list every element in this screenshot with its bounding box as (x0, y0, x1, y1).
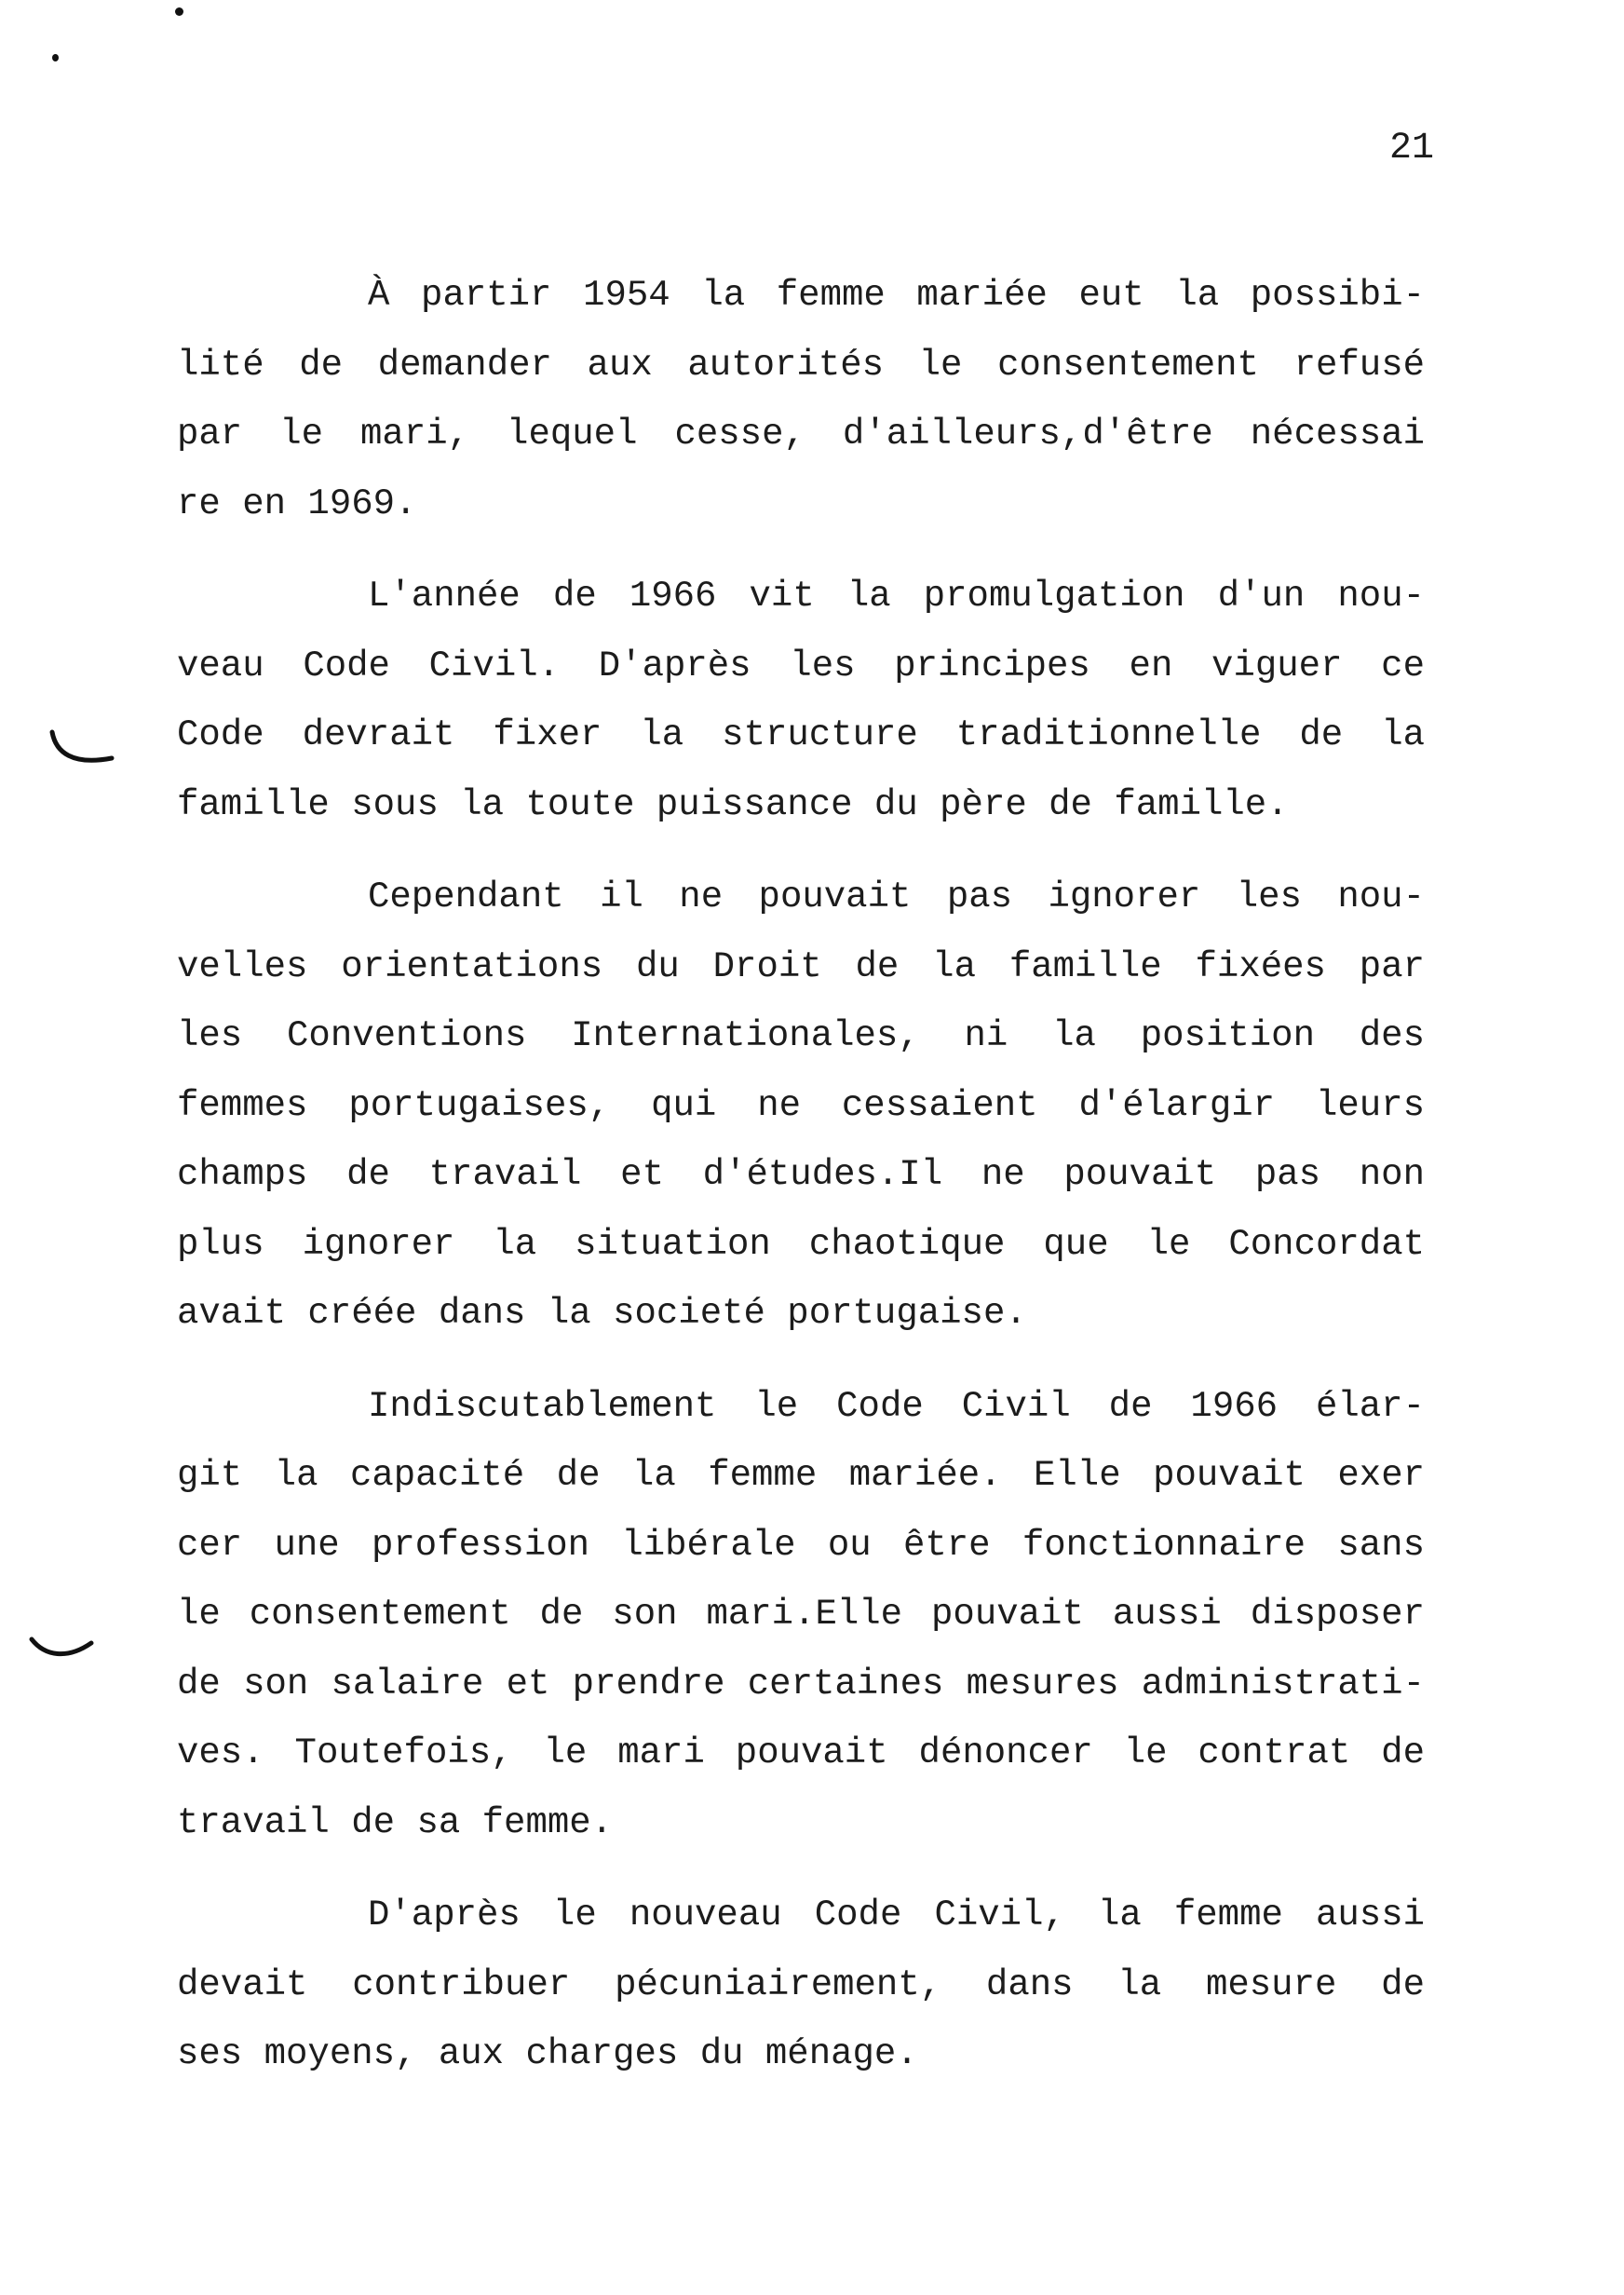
text-line: Code devrait fixer la structure traditionnelle de la (177, 714, 1425, 755)
paragraph-4 (177, 1372, 1425, 1858)
text-line: Cependant il ne pouvait pas ignorer les nou- (368, 876, 1425, 917)
text-line: ses moyens, aux charges du ménage. (177, 2033, 918, 2074)
text-line: les Conventions Internationales, ni la position des (177, 1015, 1425, 1056)
paragraph-2 (177, 562, 1425, 839)
text-line: champs de travail et d'études.Il ne pouvait pas non (177, 1154, 1425, 1195)
margin-pencil-mark (26, 1632, 101, 1669)
scan-speck (52, 54, 59, 61)
text-line: femmes portugaises, qui ne cessaient d'élargir leurs (177, 1084, 1425, 1126)
text-line: À partir 1954 la femme mariée eut la possibi- (368, 275, 1425, 316)
text-line: L'année de 1966 vit la promulgation d'un nou- (368, 576, 1425, 617)
text-line: devait contribuer pécuniairement, dans la mesure de (177, 1963, 1425, 2005)
text-line: plus ignorer la situation chaotique que le Concordat (177, 1223, 1425, 1265)
text-line: avait créée dans la societé portugaise. (177, 1293, 1027, 1334)
text-line: famille sous la toute puissance du père de famille. (177, 783, 1289, 825)
text-line: le consentement de son mari.Elle pouvait aussi disposer (177, 1594, 1425, 1635)
text-line: velles orientations du Droit de la famille fixées par (177, 945, 1425, 987)
text-line: lité de demander aux autorités le consentement refusé (177, 344, 1425, 386)
text-line: cer une profession libérale ou être fonctionnaire sans (177, 1524, 1425, 1566)
text-line: re en 1969. (177, 482, 417, 524)
body-text (177, 261, 1425, 2112)
text-line: de son salaire et prendre certaines mesures administrati- (177, 1663, 1425, 1704)
text-line: par le mari, lequel cesse, d'ailleurs,d'être nécessai (177, 414, 1425, 455)
scan-speck (175, 7, 183, 16)
text-line: Indiscutablement le Code Civil de 1966 élar- (368, 1385, 1425, 1427)
text-line: D'après le nouveau Code Civil, la femme aussi (368, 1894, 1425, 1935)
text-line: ves. Toutefois, le mari pouvait dénoncer le contrat de (177, 1732, 1425, 1773)
paragraph-1 (177, 261, 1425, 538)
text-line: travail de sa femme. (177, 1801, 614, 1843)
paragraph-5 (177, 1881, 1425, 2089)
page-number: 21 (1388, 128, 1434, 170)
text-line: veau Code Civil. D'après les principes en viguer ce (177, 645, 1425, 686)
paragraph-3 (177, 862, 1425, 1349)
text-line: git la capacité de la femme mariée. Elle pouvait exer (177, 1455, 1425, 1496)
margin-pencil-mark (45, 727, 119, 782)
